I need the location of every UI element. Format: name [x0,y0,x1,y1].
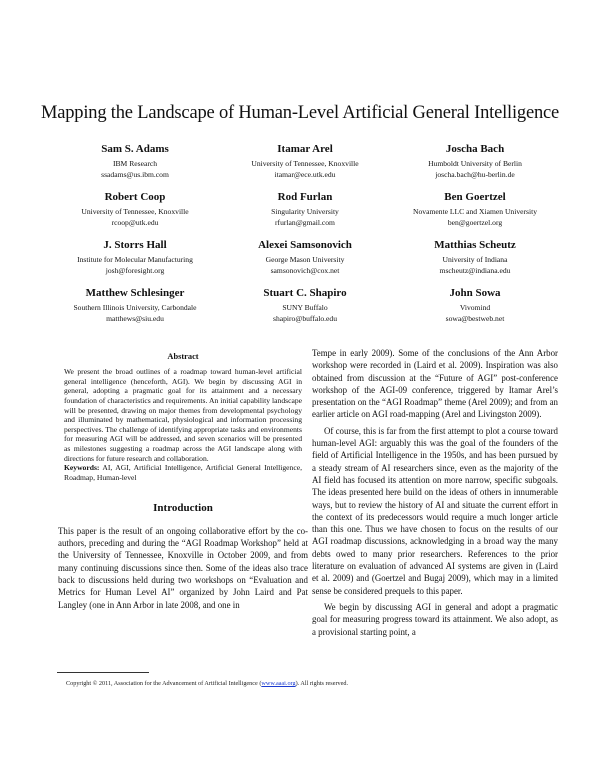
keywords [58,463,308,482]
author-block [380,192,570,228]
footnote-rule [57,672,149,673]
author-block [40,288,230,324]
abstract-heading: Abstract [167,352,199,361]
author-affiliation: George Mason University [265,255,345,264]
author-name: Itamar Arel [277,143,333,155]
author-email: mscheutz@indiana.edu [439,266,511,275]
author-affiliation: Singularity University [271,207,339,216]
author-block [380,144,570,180]
introduction-heading: Introduction [153,502,213,515]
keywords-text: AI, AGI, Artificial Intelligence, Artificial General Intelligence, Roadmap, Human-level [64,463,302,482]
intro-paragraph-2: Of course, this is far from the first attempt to plot a course toward human-level AGI: arguably this was the goal of the founders of the field of Artificial Intelligence in the 1950s, and has been pursued by a steady stream of AI researchers since, even as the majority of the AI field has focused its attention on more narrow, specific subgoals. The ideas presented here build on the ideas of others in innumerable ways, but to review the history of AI and situate the current effort in the context of its predecessors would require a much longer article than this one. Thus we have chosen to focus on the results of our AGI roadmap discussions, acknowledging in a broad way the many debts owed to many prior researchers. References to the prior literature on evaluation of advanced AI systems are given in (Laird et al. 2009) and (Goertzel and Bugaj 2009), which may in a limited sense be considered prequels to this paper. [312,425,558,596]
author-email: samsonovich@cox.net [270,266,340,275]
author-affiliation: University of Indiana [442,255,508,264]
author-affiliation: Institute for Molecular Manufacturing [77,255,193,264]
author-email: josh@foresight.org [105,266,165,275]
author-name: Rod Furlan [277,191,333,203]
author-affiliation: Vivomind [459,303,491,312]
author-name: Matthias Scheutz [434,239,516,251]
author-email: matthews@siu.edu [106,314,164,323]
author-email: joscha.bach@hu-berlin.de [435,170,515,179]
author-name: Stuart C. Shapiro [263,287,347,299]
author-block [40,192,230,228]
author-name: Alexei Samsonovich [258,239,352,251]
author-block [40,240,230,276]
aaai-link[interactable]: www.aaai.org [261,680,296,687]
intro-paragraph-3: We begin by discussing AGI in general and adopt a pragmatic goal for measuring progress toward its attainment. We also adopt, as a provisional starting point, a [312,601,558,637]
author-name: Ben Goertzel [444,191,506,203]
right-column [312,347,558,638]
author-name: Sam S. Adams [101,143,169,155]
author-block [210,288,400,324]
author-email: ben@goertzel.org [447,218,503,227]
intro-paragraph-1-continued: Tempe in early 2009). Some of the conclusions of the Ann Arbor workshop were recorded in (Laird et al. 2009). Inspiration was also obtained from discussion at the “Future of AGI” post-conference workshop of the AGI-09 conference, triggered by Itamar Arel’s presentation on the “AGI Roadmap” theme (Arel 2009); and from an earlier article on AGI road-mapping (Arel and Livingston 2009). [312,348,558,420]
author-affiliation: University of Tennessee, Knoxville [251,159,359,168]
author-block [380,240,570,276]
author-affiliation: IBM Research [112,159,158,168]
author-email: itamar@ece.utk.edu [274,170,336,179]
author-name: Matthew Schlesinger [85,287,185,299]
author-affiliation: Novamente LLC and Xiamen University [413,207,537,216]
intro-paragraph-1: This paper is the result of an ongoing collaborative effort by the co-authors, preceding and during the “AGI Roadmap Workshop” held at the University of Tennessee, Knoxville in October 2009, and from many continuing discussions since then. Some of the ideas also trace back to discussions held during two workshops on “Evaluation and Metrics for Human Level AI” organized by John Laird and Pat Langley (one in Ann Arbor in late 2008, and one in [58,525,308,610]
paper-title: Mapping the Landscape of Human-Level Artificial General Intelligence [40,103,560,123]
author-email: rcoop@utk.edu [111,218,159,227]
author-affiliation: Humboldt University of Berlin [428,159,522,168]
abstract-text: We present the broad outlines of a roadmap toward human-level artificial general intelligence (henceforth, AGI). We begin by discussing AGI in general, adopting a pragmatic goal for its attainment and a necessary foundation of characteristics and requirements. An initial capability landscape will be presented, drawing on major themes from developmental psychology and illuminated by mathematical, physiological and information processing perspectives. The challenge of identifying appropriate tasks and environments for measuring AGI will be addressed, and seven scenarios will be presented as milestones suggesting a roadmap across the AGI landscape along with directions for future research and collaboration. [64,367,302,463]
keywords-label: Keywords: [64,463,100,473]
author-name: Joscha Bach [445,143,505,155]
author-email: rfurlan@gmail.com [275,218,335,227]
author-email: sowa@bestweb.net [445,314,505,323]
copyright-text: Copyright © 2011, Association for the Advancement of Artificial Intelligence ( [66,680,262,687]
author-affiliation: SUNY Buffalo [282,303,328,312]
author-block [210,192,400,228]
author-name: John Sowa [449,287,501,299]
author-affiliation: Southern Illinois University, Carbondale [73,303,197,312]
author-affiliation: University of Tennessee, Knoxville [81,207,189,216]
author-block [380,288,570,324]
author-name: Robert Coop [104,191,166,203]
copyright-notice [66,680,348,687]
left-column [58,351,308,611]
author-block [210,144,400,180]
author-block [210,240,400,276]
author-name: J. Storrs Hall [103,239,167,251]
author-block [40,144,230,180]
author-email: ssadams@us.ibm.com [101,170,169,179]
copyright-text-end: ). All rights reserved. [295,680,349,687]
author-email: shapiro@buffalo.edu [272,314,337,323]
